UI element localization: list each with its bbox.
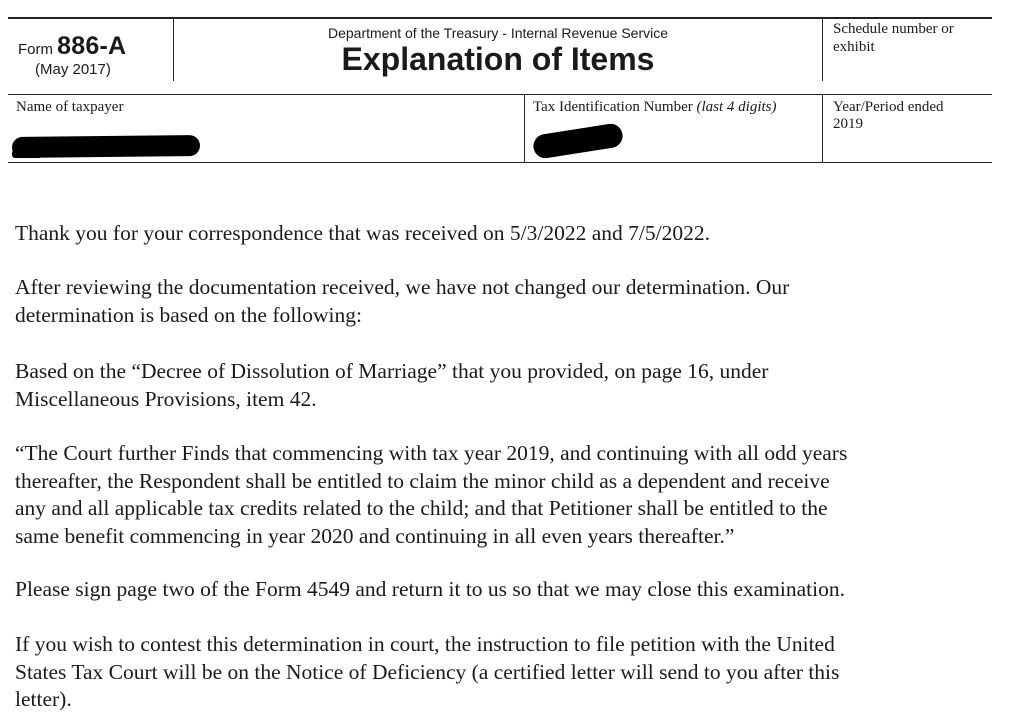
fields-divider-year <box>822 95 823 162</box>
letter-paragraph: Thank you for your correspondence that was received on 5/3/2022 and 7/5/2022. <box>15 221 710 245</box>
tin-label <box>533 98 777 116</box>
form-revision-date: (May 2017) <box>35 61 111 78</box>
tin-label-note: (last 4 digits) <box>696 99 777 115</box>
tin-label-text: Tax Identification Number <box>533 99 693 115</box>
header-middle-rule <box>8 94 992 95</box>
taxpayer-name-label: Name of taxpayer <box>16 99 124 115</box>
taxpayer-name-redaction-edge <box>12 150 42 158</box>
form-prefix: Form <box>18 41 53 58</box>
department-line: Department of the Treasury - Internal Revenue Service <box>327 25 669 41</box>
fields-divider-tin <box>524 95 525 162</box>
form-number: 886-A <box>57 32 127 60</box>
year-period-label: Year/Period ended <box>833 99 944 115</box>
year-period-value: 2019 <box>833 116 863 132</box>
header-divider-right <box>822 19 823 81</box>
tin-redaction <box>532 122 625 160</box>
header-top-rule <box>8 17 992 19</box>
letter-paragraph: Based on the “Decree of Dissolution of Marriage” that you provided, on page 16, under Miscellaneous Provisions, item 42. <box>15 359 769 411</box>
schedule-number-label: Schedule number or exhibit <box>833 21 954 55</box>
letter-paragraph: If you wish to contest this determination in court, the instruction to file petition with the United States Tax Court will be on the Notice of Deficiency (a certified letter will send to you after this letter). <box>15 632 840 711</box>
letter-paragraph: After reviewing the documentation received, we have not changed our determination. Our determination is based on the following: <box>15 275 790 327</box>
form-identifier <box>18 32 126 61</box>
header-bottom-rule <box>8 162 992 163</box>
page-title: Explanation of Items <box>341 41 655 77</box>
letter-paragraph: Please sign page two of the Form 4549 and return it to us so that we may close this examination. <box>15 577 845 601</box>
court-quote-paragraph: “The Court further Finds that commencing with tax year 2019, and continuing with all odd years thereafter, the Respondent shall be entitled to claim the minor child as a dependent and receive any and all applicable tax credits related to the child; and that Petitioner shall be entitled to the same benefit commencing in year 2020 and continuing in all even years thereafter.” <box>15 441 848 548</box>
